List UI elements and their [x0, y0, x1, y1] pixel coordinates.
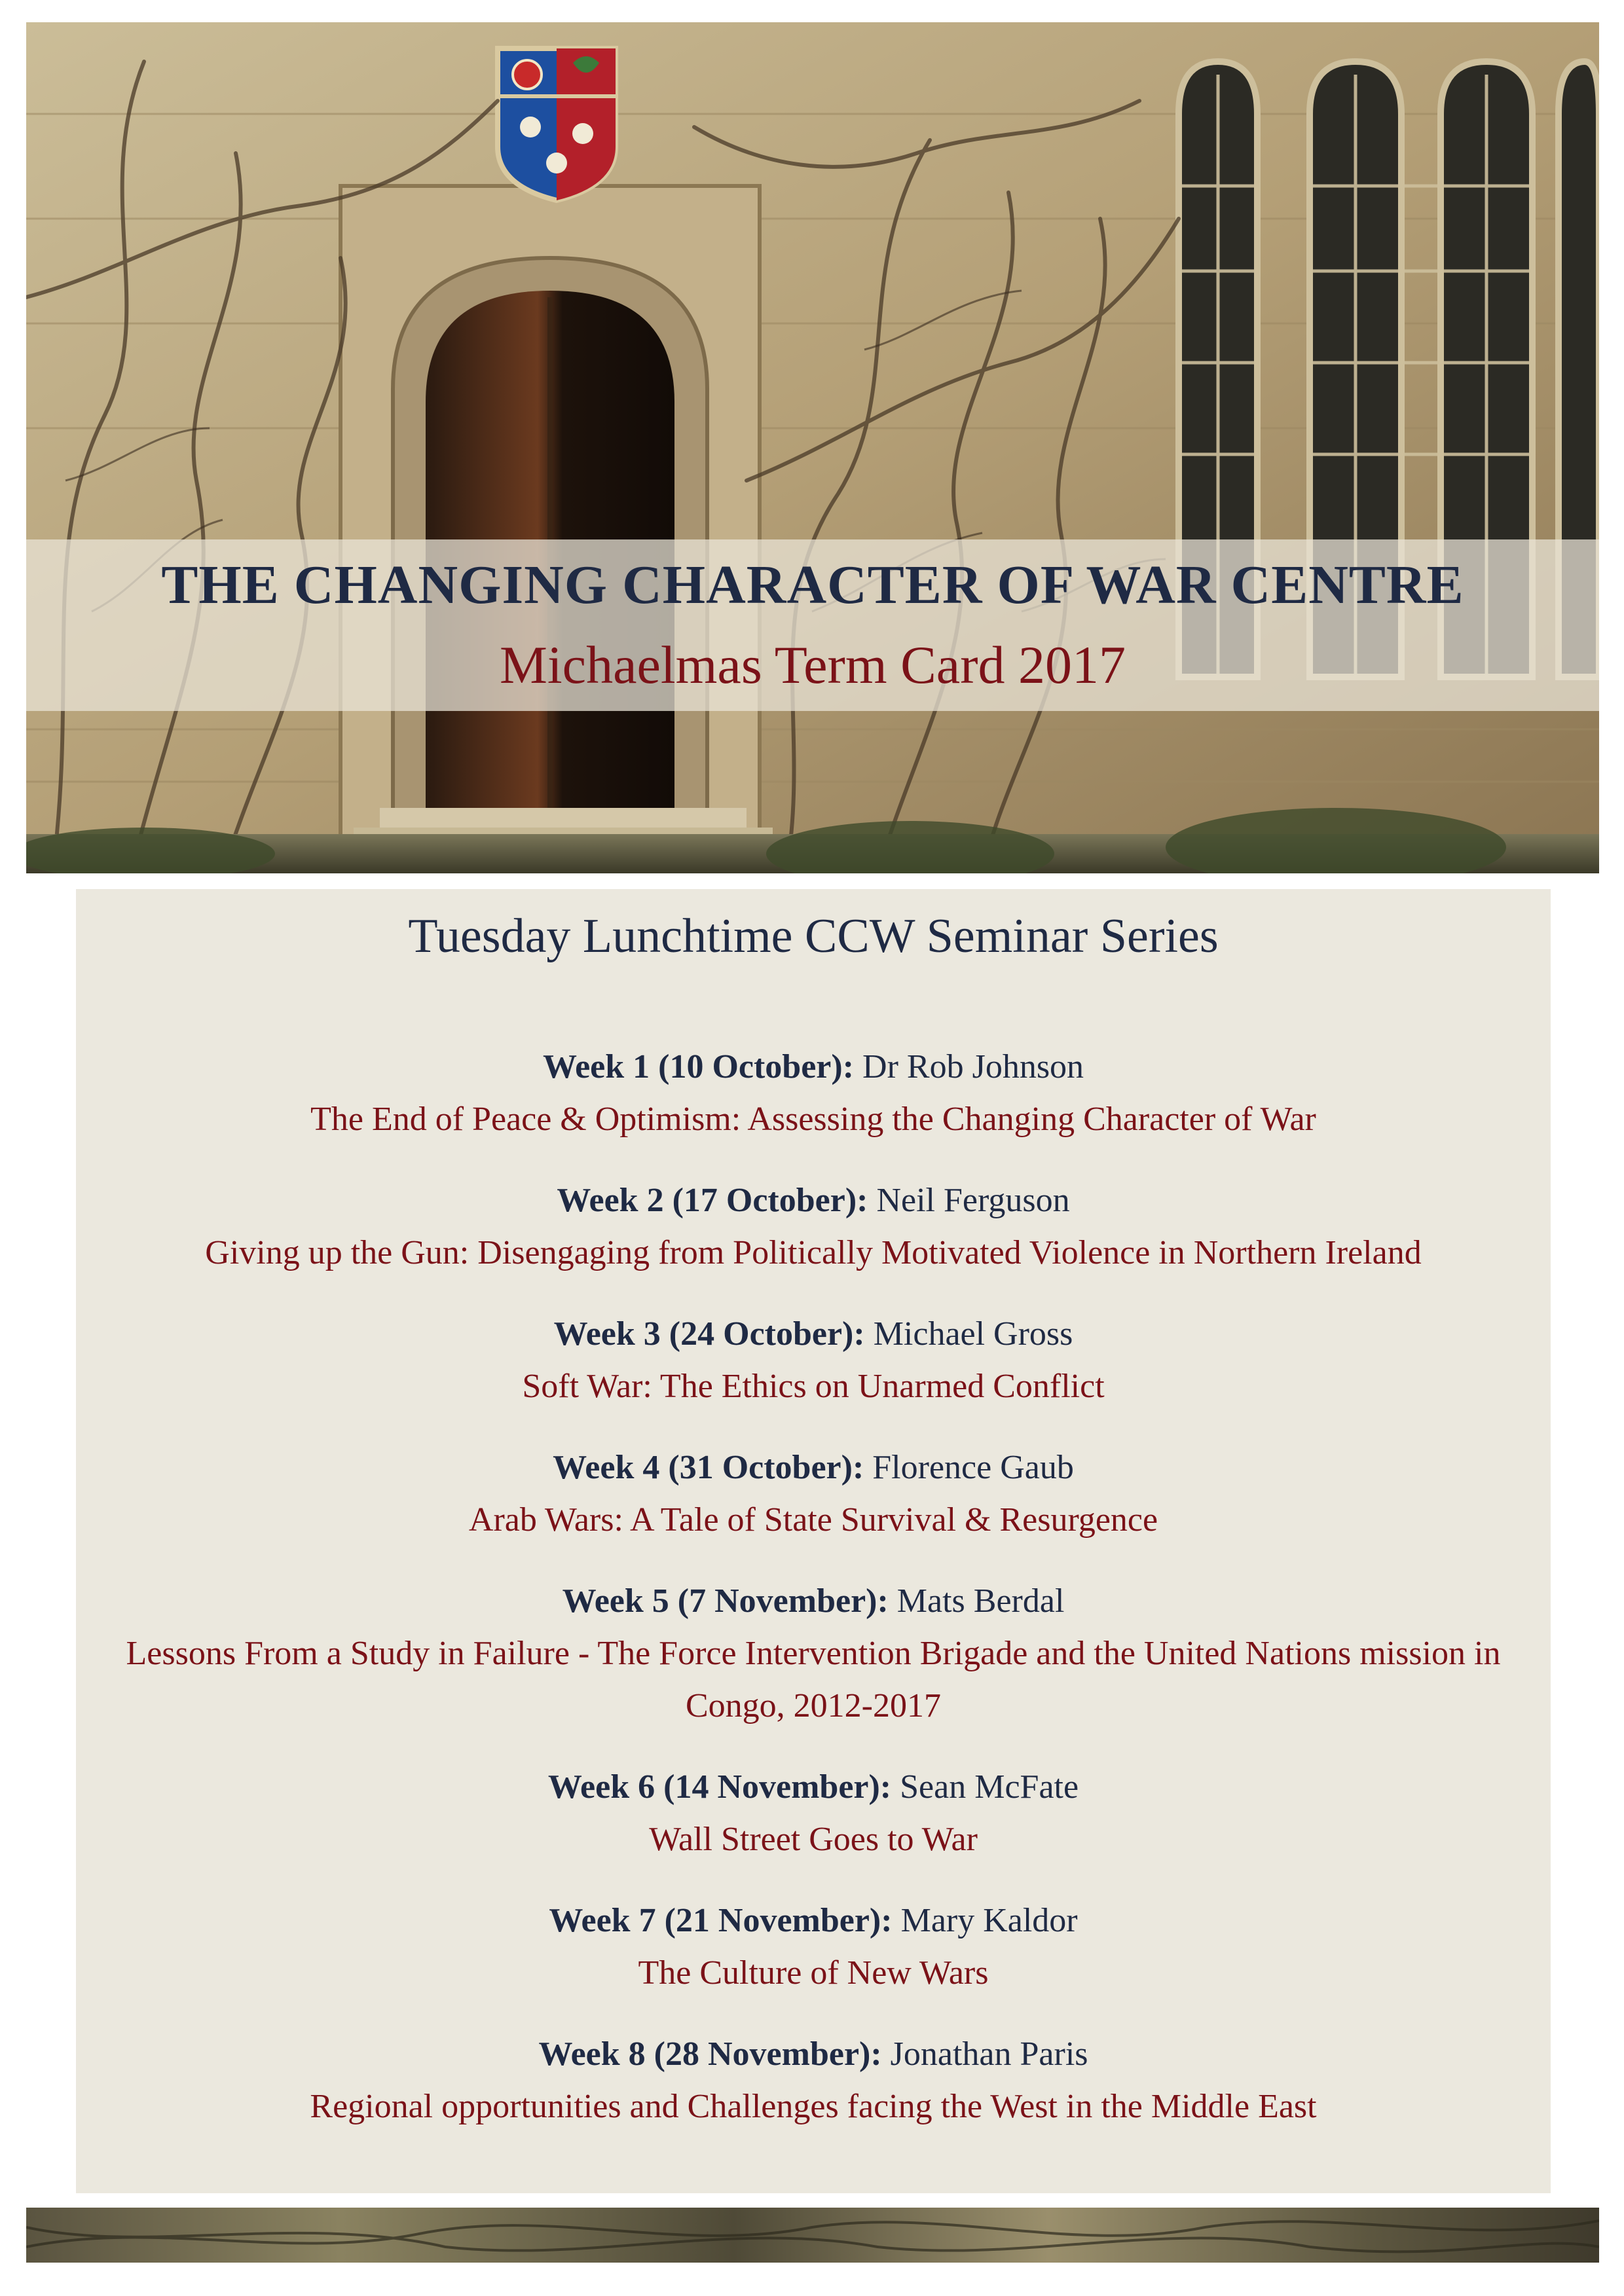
seminar-title: Regional opportunities and Challenges facing the West in the Middle East [310, 2088, 1317, 2125]
week-label: Week 1 (10 October): [542, 1048, 855, 1085]
seminar-heading [76, 1175, 1551, 1227]
speaker-name: Dr Rob Johnson [862, 1048, 1084, 1085]
week-label: Week 4 (31 October): [553, 1449, 864, 1486]
seminar-item-week-8 [76, 2028, 1551, 2133]
seminar-item-week-6 [76, 1761, 1551, 1866]
speaker-name: Neil Ferguson [876, 1182, 1070, 1219]
week-label: Week 3 (24 October): [553, 1315, 865, 1353]
week-label: Week 6 (14 November): [547, 1768, 892, 1806]
college-doorway-illustration [26, 22, 1599, 873]
seminar-title: Soft War: The Ethics on Unarmed Conflict [522, 1368, 1105, 1405]
seminar-title: Giving up the Gun: Disengaging from Politically Motivated Violence in Northern Ireland [205, 1234, 1422, 1271]
seminar-heading [76, 1575, 1551, 1628]
speaker-name: Florence Gaub [872, 1449, 1074, 1486]
week-label: Week 2 (17 October): [557, 1182, 868, 1219]
seminar-item-week-3 [76, 1308, 1551, 1413]
footer-photo-strip [26, 2208, 1599, 2263]
seminar-title: The Culture of New Wars [638, 1954, 989, 1992]
seminar-heading [76, 2028, 1551, 2081]
seminar-heading [76, 1895, 1551, 1947]
seminar-panel [76, 889, 1551, 2193]
speaker-name: Sean McFate [900, 1768, 1079, 1806]
footer-foliage-illustration [26, 2208, 1599, 2263]
speaker-name: Michael Gross [873, 1315, 1073, 1353]
week-label: Week 5 (7 November): [562, 1582, 889, 1620]
speaker-name: Jonathan Paris [890, 2035, 1088, 2073]
speaker-name: Mary Kaldor [900, 1902, 1078, 1939]
seminar-item-week-4 [76, 1442, 1551, 1546]
week-label: Week 8 (28 November): [538, 2035, 882, 2073]
seminar-title: Arab Wars: A Tale of State Survival & Resurgence [468, 1501, 1158, 1539]
seminar-title: Lessons From a Study in Failure - The Force Intervention Brigade and the United Nations mission in Congo, 2012-2017 [126, 1635, 1501, 1724]
hero-photo [26, 22, 1599, 873]
page-title: THE CHANGING CHARACTER OF WAR CENTRE [161, 555, 1464, 615]
seminar-list [76, 1041, 1551, 2162]
series-title: Tuesday Lunchtime CCW Seminar Series [408, 909, 1219, 963]
week-label: Week 7 (21 November): [549, 1902, 893, 1939]
college-coat-of-arms-icon [498, 48, 616, 200]
seminar-title: The End of Peace & Optimism: Assessing the Changing Character of War [310, 1101, 1316, 1138]
seminar-item-week-5 [76, 1575, 1551, 1732]
seminar-title: Wall Street Goes to War [649, 1821, 978, 1858]
seminar-item-week-7 [76, 1895, 1551, 1999]
seminar-heading [76, 1761, 1551, 1813]
seminar-item-week-2 [76, 1175, 1551, 1279]
seminar-heading [76, 1442, 1551, 1494]
page-subtitle: Michaelmas Term Card 2017 [499, 635, 1126, 695]
seminar-heading [76, 1308, 1551, 1360]
speaker-name: Mats Berdal [896, 1582, 1065, 1620]
seminar-item-week-1 [76, 1041, 1551, 1146]
seminar-heading [76, 1041, 1551, 1093]
